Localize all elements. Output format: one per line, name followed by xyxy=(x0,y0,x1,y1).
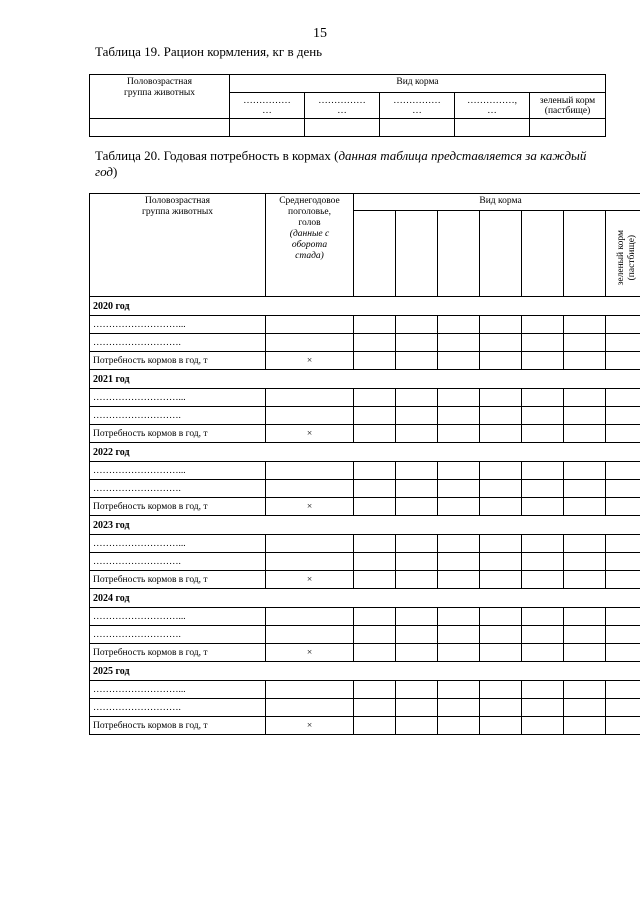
group-row xyxy=(90,608,640,626)
avg-herd-cell xyxy=(266,681,354,699)
group-header-line1: Половозрастная xyxy=(127,77,192,87)
feed-value-cell xyxy=(354,462,396,480)
avg-herd-cell xyxy=(266,334,354,352)
need-row xyxy=(90,498,640,516)
feed-value-cell xyxy=(522,425,564,443)
feed-value-cell xyxy=(438,462,480,480)
group-row xyxy=(90,407,640,425)
feed-value-cell xyxy=(606,535,640,553)
avg-herd-cell xyxy=(266,699,354,717)
feed-value-cell xyxy=(522,571,564,589)
year-row xyxy=(90,297,640,316)
feed-value-cell xyxy=(480,571,522,589)
feed-value-cell xyxy=(522,352,564,370)
feed-value-cell xyxy=(438,407,480,425)
avg-herd-cell xyxy=(266,553,354,571)
avg-herd-cell: × xyxy=(266,425,354,443)
table-19 xyxy=(89,74,606,137)
avg-herd-cell xyxy=(266,407,354,425)
row-label: Потребность кормов в год, т xyxy=(90,352,266,370)
feed-value-cell xyxy=(522,498,564,516)
table-19-caption: Таблица 19. Рацион кормления, кг в день xyxy=(95,44,323,59)
feed-value-cell xyxy=(564,535,606,553)
avg-herd-cell xyxy=(266,389,354,407)
feed-value-cell xyxy=(480,535,522,553)
feed-value-cell xyxy=(564,334,606,352)
feed-value-cell xyxy=(396,462,438,480)
group-row xyxy=(90,334,640,352)
row-label: ………………………. xyxy=(90,407,266,425)
feed-value-cell xyxy=(564,681,606,699)
group-row xyxy=(90,462,640,480)
empty-cell xyxy=(230,119,305,137)
feed-column xyxy=(438,211,480,297)
avg-herd-cell xyxy=(266,626,354,644)
avg-herd-cell xyxy=(266,535,354,553)
feed-value-cell xyxy=(480,407,522,425)
year-label: 2024 год xyxy=(90,589,640,608)
feed-value-cell xyxy=(564,480,606,498)
row-label: ………………………. xyxy=(90,626,266,644)
feed-type-header: Вид корма xyxy=(354,194,640,211)
feed-value-cell xyxy=(606,498,640,516)
table-20-caption: Таблица 20. Годовая потребность в кормах (данная таблица представляется за каждый год) xyxy=(95,148,587,179)
feed-value-cell xyxy=(480,699,522,717)
feed-value-cell xyxy=(354,425,396,443)
green-feed-column: зеленый корм (пастбище) xyxy=(606,211,640,297)
feed-value-cell xyxy=(354,553,396,571)
feed-value-cell xyxy=(438,535,480,553)
feed-value-cell xyxy=(354,498,396,516)
row-label: ………………………. xyxy=(90,480,266,498)
avg-herd-cell xyxy=(266,316,354,334)
row-label: ………………………. xyxy=(90,553,266,571)
feed-value-cell xyxy=(438,480,480,498)
row-label: Потребность кормов в год, т xyxy=(90,717,266,735)
row-label: ………………………. xyxy=(90,334,266,352)
feed-value-cell xyxy=(564,699,606,717)
year-row xyxy=(90,370,640,389)
year-row xyxy=(90,662,640,681)
feed-value-cell xyxy=(522,717,564,735)
feed-value-cell xyxy=(564,553,606,571)
feed-type-header: Вид корма xyxy=(230,75,606,93)
feed-value-cell xyxy=(396,699,438,717)
feed-value-cell xyxy=(522,699,564,717)
feed-column-2: …………… … xyxy=(305,93,380,119)
feed-value-cell xyxy=(438,644,480,662)
empty-cell xyxy=(305,119,380,137)
feed-value-cell xyxy=(606,407,640,425)
group-row xyxy=(90,681,640,699)
feed-value-cell xyxy=(396,389,438,407)
feed-value-cell xyxy=(564,571,606,589)
need-row xyxy=(90,717,640,735)
feed-value-cell xyxy=(564,352,606,370)
feed-value-cell xyxy=(480,462,522,480)
feed-value-cell xyxy=(438,571,480,589)
need-row xyxy=(90,571,640,589)
year-label: 2020 год xyxy=(90,297,640,316)
avg-herd-cell xyxy=(266,480,354,498)
feed-value-cell xyxy=(396,334,438,352)
feed-value-cell xyxy=(396,535,438,553)
feed-value-cell xyxy=(564,316,606,334)
feed-value-cell xyxy=(438,626,480,644)
feed-value-cell xyxy=(354,389,396,407)
feed-value-cell xyxy=(396,608,438,626)
feed-value-cell xyxy=(438,717,480,735)
feed-value-cell xyxy=(522,316,564,334)
year-label: 2021 год xyxy=(90,370,640,389)
group-header-line2: группа животных xyxy=(123,88,196,98)
feed-value-cell xyxy=(396,316,438,334)
feed-value-cell xyxy=(396,626,438,644)
need-row xyxy=(90,644,640,662)
avg-herd-header: Среднегодовое поголовье, голов (данные с оборота стада) xyxy=(266,194,354,297)
feed-value-cell xyxy=(606,334,640,352)
feed-column xyxy=(522,211,564,297)
year-row xyxy=(90,589,640,608)
feed-value-cell xyxy=(438,608,480,626)
avg-herd-cell: × xyxy=(266,571,354,589)
feed-value-cell xyxy=(438,334,480,352)
feed-value-cell xyxy=(438,425,480,443)
feed-value-cell xyxy=(606,389,640,407)
row-label: Потребность кормов в год, т xyxy=(90,571,266,589)
feed-value-cell xyxy=(396,553,438,571)
feed-value-cell xyxy=(480,553,522,571)
feed-value-cell xyxy=(564,425,606,443)
feed-value-cell xyxy=(354,316,396,334)
feed-value-cell xyxy=(522,608,564,626)
feed-value-cell xyxy=(606,425,640,443)
feed-value-cell xyxy=(606,571,640,589)
feed-column xyxy=(480,211,522,297)
avg-herd-cell: × xyxy=(266,352,354,370)
feed-value-cell xyxy=(564,608,606,626)
empty-cell xyxy=(530,119,606,137)
feed-value-cell xyxy=(564,462,606,480)
feed-value-cell xyxy=(522,535,564,553)
avg-herd-cell: × xyxy=(266,717,354,735)
feed-value-cell xyxy=(522,553,564,571)
feed-value-cell xyxy=(522,334,564,352)
feed-value-cell xyxy=(522,389,564,407)
feed-value-cell xyxy=(480,608,522,626)
row-label: ………………………... xyxy=(90,681,266,699)
row-label: Потребность кормов в год, т xyxy=(90,425,266,443)
feed-value-cell xyxy=(354,644,396,662)
feed-column-1: …………… … xyxy=(230,93,305,119)
feed-value-cell xyxy=(606,699,640,717)
feed-value-cell xyxy=(564,626,606,644)
avg-herd-cell: × xyxy=(266,498,354,516)
group-header xyxy=(90,75,230,119)
feed-value-cell xyxy=(438,498,480,516)
empty-cell xyxy=(455,119,530,137)
feed-value-cell xyxy=(564,407,606,425)
feed-value-cell xyxy=(522,462,564,480)
feed-value-cell xyxy=(396,644,438,662)
row-label: ………………………... xyxy=(90,389,266,407)
feed-value-cell xyxy=(606,681,640,699)
feed-value-cell xyxy=(354,407,396,425)
empty-cell xyxy=(380,119,455,137)
feed-value-cell xyxy=(564,644,606,662)
year-row xyxy=(90,443,640,462)
row-label: ………………………. xyxy=(90,699,266,717)
feed-value-cell xyxy=(606,480,640,498)
feed-value-cell xyxy=(396,681,438,699)
feed-value-cell xyxy=(564,717,606,735)
feed-value-cell xyxy=(480,681,522,699)
need-row xyxy=(90,352,640,370)
feed-value-cell xyxy=(354,717,396,735)
group-row xyxy=(90,535,640,553)
feed-value-cell xyxy=(606,608,640,626)
feed-value-cell xyxy=(522,626,564,644)
feed-value-cell xyxy=(522,480,564,498)
feed-value-cell xyxy=(354,480,396,498)
row-label: ………………………... xyxy=(90,608,266,626)
feed-value-cell xyxy=(354,608,396,626)
group-row xyxy=(90,389,640,407)
feed-column xyxy=(354,211,396,297)
feed-value-cell xyxy=(354,626,396,644)
feed-column-4: ……………, … xyxy=(455,93,530,119)
feed-value-cell xyxy=(564,498,606,516)
feed-value-cell xyxy=(480,644,522,662)
feed-column xyxy=(396,211,438,297)
feed-value-cell xyxy=(606,352,640,370)
feed-value-cell xyxy=(354,681,396,699)
avg-herd-cell: × xyxy=(266,644,354,662)
feed-value-cell xyxy=(438,352,480,370)
group-row xyxy=(90,553,640,571)
page-number: 15 xyxy=(313,26,327,41)
avg-herd-cell xyxy=(266,608,354,626)
group-row xyxy=(90,699,640,717)
feed-value-cell xyxy=(396,571,438,589)
empty-cell xyxy=(90,119,230,137)
group-row xyxy=(90,626,640,644)
row-label: ………………………... xyxy=(90,462,266,480)
feed-value-cell xyxy=(438,699,480,717)
need-row xyxy=(90,425,640,443)
feed-value-cell xyxy=(480,480,522,498)
feed-value-cell xyxy=(396,425,438,443)
group-row xyxy=(90,480,640,498)
row-label: Потребность кормов в год, т xyxy=(90,498,266,516)
feed-value-cell xyxy=(480,626,522,644)
feed-value-cell xyxy=(396,480,438,498)
feed-value-cell xyxy=(606,316,640,334)
feed-column-3: …………… … xyxy=(380,93,455,119)
feed-value-cell xyxy=(354,571,396,589)
feed-value-cell xyxy=(480,498,522,516)
table-20 xyxy=(89,193,640,735)
feed-value-cell xyxy=(480,334,522,352)
feed-value-cell xyxy=(522,407,564,425)
group-row xyxy=(90,316,640,334)
year-label: 2023 год xyxy=(90,516,640,535)
group-header: Половозрастная группа животных xyxy=(90,194,266,297)
feed-value-cell xyxy=(606,553,640,571)
feed-value-cell xyxy=(606,626,640,644)
row-label: Потребность кормов в год, т xyxy=(90,644,266,662)
feed-value-cell xyxy=(438,389,480,407)
feed-value-cell xyxy=(480,352,522,370)
feed-value-cell xyxy=(606,717,640,735)
feed-value-cell xyxy=(396,352,438,370)
year-row xyxy=(90,516,640,535)
feed-value-cell xyxy=(522,644,564,662)
feed-value-cell xyxy=(396,717,438,735)
feed-value-cell xyxy=(522,681,564,699)
feed-value-cell xyxy=(396,407,438,425)
feed-value-cell xyxy=(438,681,480,699)
feed-value-cell xyxy=(480,389,522,407)
feed-value-cell xyxy=(438,316,480,334)
row-label: ………………………... xyxy=(90,535,266,553)
feed-value-cell xyxy=(480,316,522,334)
feed-value-cell xyxy=(480,425,522,443)
feed-value-cell xyxy=(354,352,396,370)
feed-value-cell xyxy=(354,699,396,717)
row-label: ………………………... xyxy=(90,316,266,334)
feed-value-cell xyxy=(396,498,438,516)
feed-value-cell xyxy=(354,535,396,553)
feed-column xyxy=(564,211,606,297)
feed-value-cell xyxy=(480,717,522,735)
avg-herd-cell xyxy=(266,462,354,480)
feed-value-cell xyxy=(606,462,640,480)
feed-value-cell xyxy=(606,644,640,662)
year-label: 2022 год xyxy=(90,443,640,462)
feed-value-cell xyxy=(564,389,606,407)
year-label: 2025 год xyxy=(90,662,640,681)
green-feed-column: зеленый корм (пастбище) xyxy=(530,93,606,119)
feed-value-cell xyxy=(354,334,396,352)
feed-value-cell xyxy=(438,553,480,571)
